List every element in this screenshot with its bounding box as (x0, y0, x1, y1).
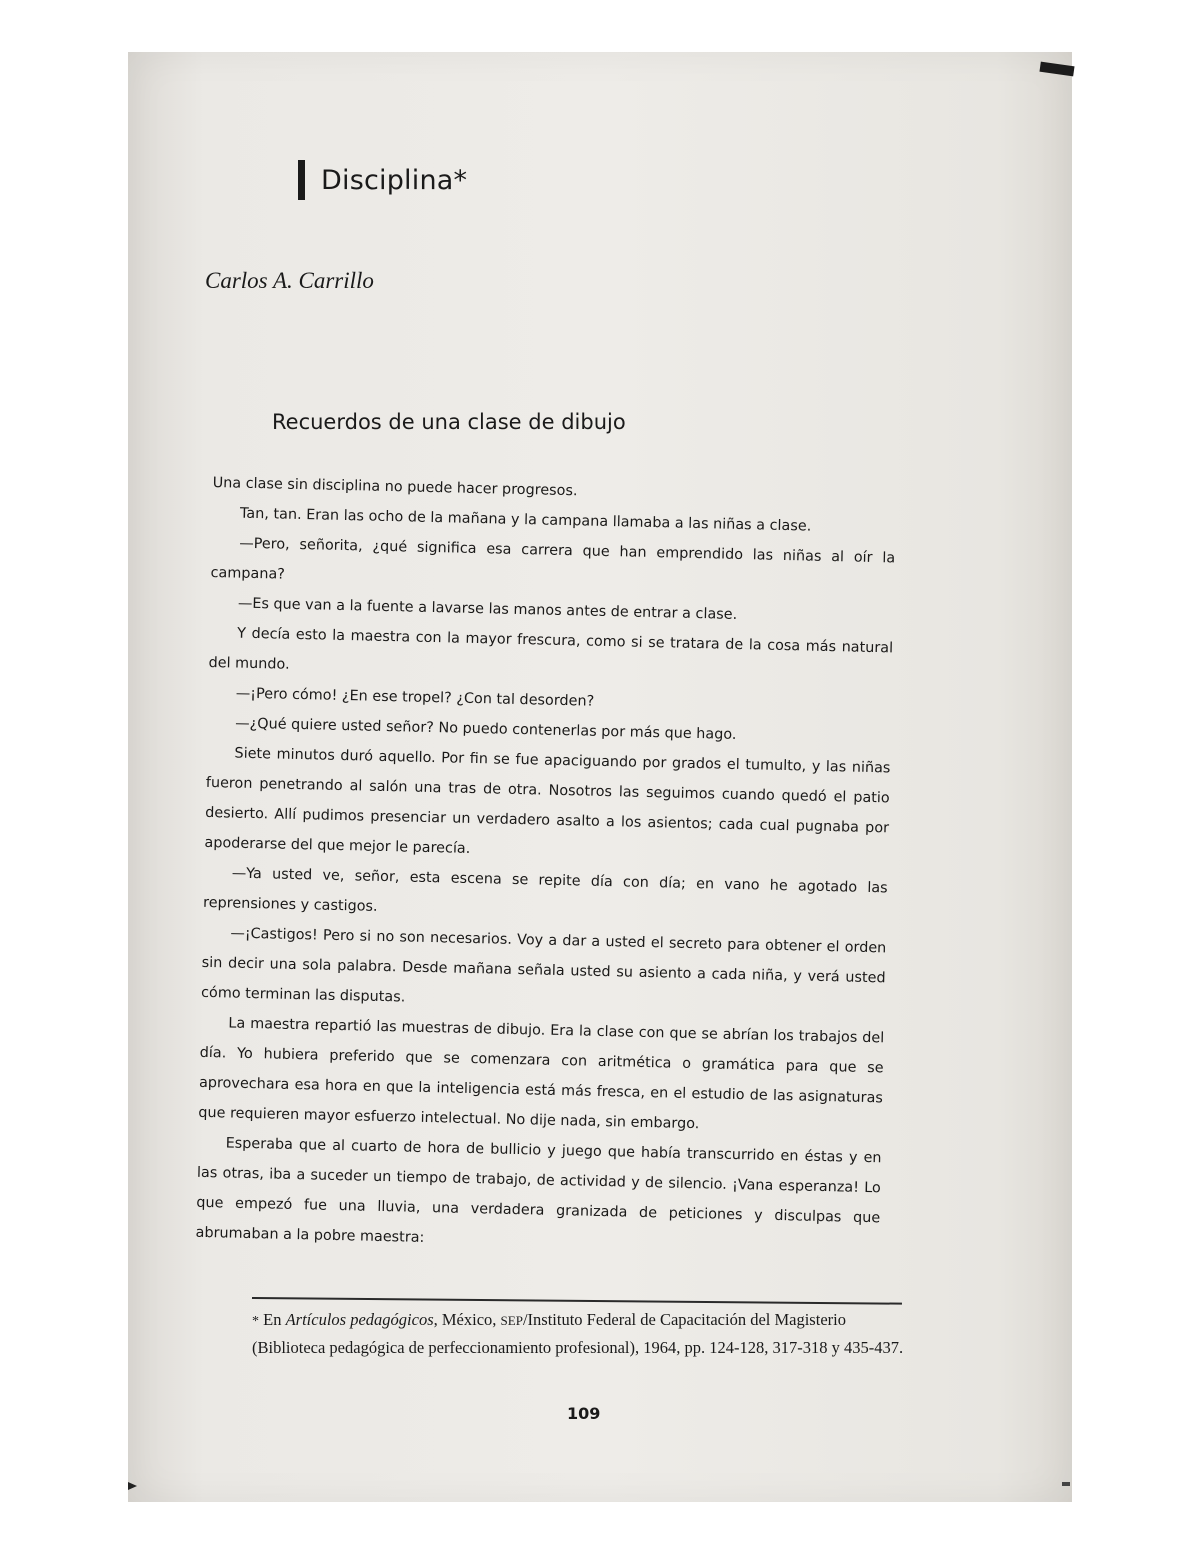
chapter-heading (298, 160, 467, 200)
footnote: * En Artículos pedagógicos, México, SEP/Instituto Federal de Capacitación del Magisterio (Biblioteca pedagógica de perfeccionamiento profesional), 1964, pp. 124-128, 317-318 y 435-437. (252, 1310, 904, 1357)
paragraph: Esperaba que al cuarto de hora de bullicio y juego que había transcurrido en éstas y en las otras, iba a suceder un tiempo de trabajo, de actividad y de silencio. ¡Vana esperanza! Lo que empezó fue una lluvia, una verdadera granizada de peticiones y disculpas que abrumaban a la pobre maestra: (195, 1135, 882, 1246)
footnote-source-title: Artículos pedagógicos (285, 1310, 434, 1329)
paragraph: —Es que van a la fuente a lavarse las manos antes de entrar a clase. (237, 595, 738, 623)
chapter-title: Disciplina* (321, 164, 468, 196)
paragraph: —Pero, señorita, ¿qué significa esa carrera que han emprendido las niñas al oír la campana? (210, 535, 896, 583)
paragraph: —¿Qué quiere usted señor? No puedo contenerlas por más que hago. (235, 715, 737, 743)
heading-bar (298, 160, 305, 200)
footnote-publisher-abbr: SEP (500, 1313, 523, 1328)
paragraph: Tan, tan. Eran las ocho de la mañana y la campana llamaba a las niñas a clase. (239, 505, 812, 535)
page-number: 109 (567, 1404, 601, 1423)
footnote-marker: * (252, 1314, 259, 1329)
paragraph: La maestra repartió las muestras de dibujo. Era la clase con que se abrían los trabajos del día. Yo hubiera preferido que se comenzara con aritmética o gramática para que se aprovechara esa hora en que la inteligencia está más fresca, en el estudio de las asignaturas que requieren mayor esfuerzo intelectual. No dije nada, sin embargo. (198, 1015, 885, 1133)
scan-tick-mark-left (128, 1482, 137, 1490)
section-subtitle: Recuerdos de una clase de dibujo (272, 410, 626, 434)
paragraph: Una clase sin disciplina no puede hacer progresos. (212, 474, 578, 500)
footnote-place: México, (441, 1310, 497, 1329)
body-text (195, 468, 897, 1263)
paragraph: —¡Pero cómo! ¿En ese tropel? ¿Con tal desorden? (235, 685, 595, 710)
paragraph: —Ya usted ve, señor, esta escena se repite día con día; en vano he agotado las reprensiones y castigos. (202, 865, 888, 915)
footnote-prefix: En (263, 1310, 282, 1329)
paragraph: —¡Castigos! Pero si no son necesarios. Voy a dar a usted el secreto para obtener el orden sin decir una sola palabra. Desde mañana señala usted su asiento a cada niña, y verá usted cómo terminan las disputas. (200, 925, 887, 1006)
scan-tick-mark-right (1062, 1482, 1070, 1486)
paragraph: Siete minutos duró aquello. Por fin se fue apaciguando por grados el tumulto, y las niñas fueron penetrando al salón una tras de otra. Nosotros las seguimos cuando quedó el patio desierto. Allí pudimos presenciar un verdadero asalto a los asientos; cada cual pugnaba por apoderarse del que mejor le parecía. (204, 745, 891, 857)
footnote-publisher: /Instituto Federal de Capacitación del Magisterio (Biblioteca pedagógica de perfeccionamiento profesional), 1964, pp. 124-128, 317-318 y 435-437. (252, 1310, 904, 1357)
author-name: Carlos A. Carrillo (205, 268, 374, 293)
paragraph: Y decía esto la maestra con la mayor frescura, como si se tratara de la cosa más natural del mundo. (208, 625, 894, 673)
